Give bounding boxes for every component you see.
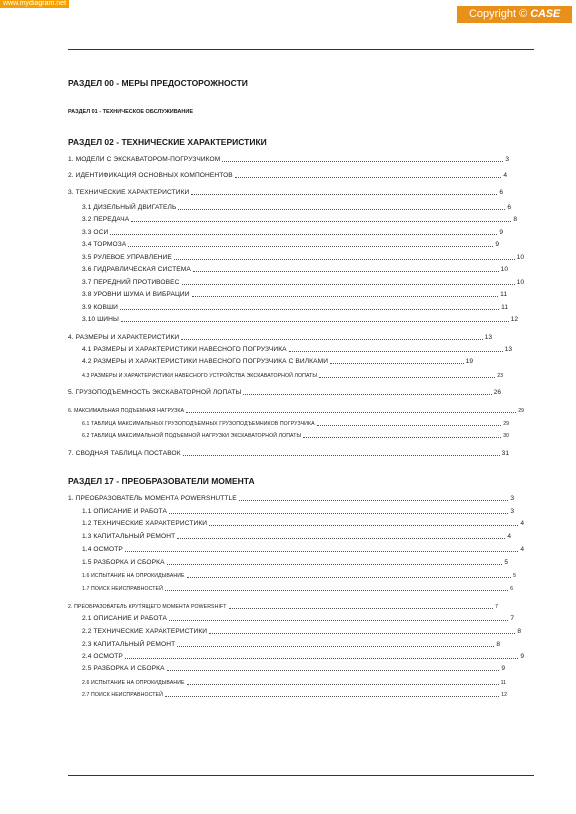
- toc-entry[interactable]: 6. МАКСИМАЛЬНАЯ ПОДЪЕМНАЯ НАГРУЗКА 29: [68, 408, 524, 414]
- toc-entry[interactable]: 3.7 ПЕРЕДНИЙ ПРОТИВОВЕС 10: [82, 279, 524, 286]
- toc-entry[interactable]: 4.3 РАЗМЕРЫ И ХАРАКТЕРИСТИКИ НАВЕСНОГО УСТРОЙСТВА ЭКСКАВАТОРНОЙ ЛОПАТЫ 23: [82, 373, 503, 379]
- footer-rule: [68, 775, 534, 776]
- case-logo: CASE: [530, 8, 561, 20]
- toc-entry[interactable]: 3.4 ТОРМОЗА 9: [82, 241, 499, 248]
- watermark-text: www.mydiagram.net: [0, 0, 69, 8]
- toc-entry[interactable]: 3.1 ДИЗЕЛЬНЫЙ ДВИГАТЕЛЬ 6: [82, 204, 511, 211]
- toc-entry[interactable]: 3.3 ОСИ 9: [82, 229, 503, 236]
- toc-entry[interactable]: 4.1 РАЗМЕРЫ И ХАРАКТЕРИСТИКИ НАВЕСНОГО ПОГРУЗЧИКА 13: [82, 346, 512, 353]
- toc-entry[interactable]: 7. СВОДНАЯ ТАБЛИЦА ПОСТАВОК 31: [68, 450, 509, 457]
- toc-entry[interactable]: 3.5 РУЛЕВОЕ УПРАВЛЕНИЕ 10: [82, 254, 524, 261]
- toc-entry[interactable]: 1.1 ОПИСАНИЕ И РАБОТА 3: [82, 508, 514, 515]
- copyright-text: Copyright ©: [468, 8, 528, 20]
- toc-entry[interactable]: 4. РАЗМЕРЫ И ХАРАКТЕРИСТИКИ 13: [68, 334, 492, 341]
- toc-entry[interactable]: 6.2 ТАБЛИЦА МАКСИМАЛЬНОЙ ПОДЪЕМНОЙ НАГРУЗКИ ЭКСКАВАТОРНОЙ ЛОПАТЫ 30: [82, 433, 509, 439]
- toc-entry[interactable]: 4.2 РАЗМЕРЫ И ХАРАКТЕРИСТИКИ НАВЕСНОГО ПОГРУЗЧИКА С ВИЛКАМИ 19: [82, 358, 473, 365]
- section-00-title: РАЗДЕЛ 00 - МЕРЫ ПРЕДОСТОРОЖНОСТИ: [68, 78, 248, 88]
- toc-entry[interactable]: 1.2 ТЕХНИЧЕСКИЕ ХАРАКТЕРИСТИКИ 4: [82, 520, 524, 527]
- toc-entry[interactable]: 3.2 ПЕРЕДАЧА 8: [82, 216, 517, 223]
- header-rule: [68, 49, 534, 50]
- section-01-title: РАЗДЕЛ 01 - ТЕХНИЧЕСКОЕ ОБСЛУЖИВАНИЕ: [68, 109, 194, 115]
- toc-entry[interactable]: 6.1 ТАБЛИЦА МАКСИМАЛЬНЫХ ГРУЗОПОДЪЕМНЫХ ГРУЗОПОДЪЕМНИКОВ ПОГРУЗЧИКА 29: [82, 421, 509, 427]
- toc-entry[interactable]: 3.6 ГИДРАВЛИЧЕСКАЯ СИСТЕМА 10: [82, 266, 508, 273]
- toc-entry[interactable]: 2.4 ОСМОТР 9: [82, 653, 524, 660]
- section-17-title: РАЗДЕЛ 17 - ПРЕОБРАЗОВАТЕЛИ МОМЕНТА: [68, 476, 255, 486]
- toc-entry[interactable]: 2.3 КАПИТАЛЬНЫЙ РЕМОНТ 8: [82, 641, 500, 648]
- toc-entry[interactable]: 2.2 ТЕХНИЧЕСКИЕ ХАРАКТЕРИСТИКИ 8: [82, 628, 521, 635]
- toc-entry[interactable]: 1.6 ИСПЫТАНИЕ НА ОПРОКИДЫВАНИЕ 5: [82, 573, 516, 579]
- section-02-title: РАЗДЕЛ 02 - ТЕХНИЧЕСКИЕ ХАРАКТЕРИСТИКИ: [68, 137, 267, 147]
- toc-entry[interactable]: 1.3 КАПИТАЛЬНЫЙ РЕМОНТ 4: [82, 533, 511, 540]
- toc-entry[interactable]: 5. ГРУЗОПОДЪЕМНОСТЬ ЭКСКАВАТОРНОЙ ЛОПАТЫ 26: [68, 389, 501, 396]
- toc-entry[interactable]: 3. ТЕХНИЧЕСКИЕ ХАРАКТЕРИСТИКИ 6: [68, 189, 503, 196]
- toc-entry[interactable]: 1.7 ПОИСК НЕИСПРАВНОСТЕЙ 6: [82, 586, 513, 592]
- toc-entry[interactable]: 1.5 РАЗБОРКА И СБОРКА 5: [82, 559, 508, 566]
- toc-entry[interactable]: 3.8 УРОВНИ ШУМА И ВИБРАЦИИ 11: [82, 291, 507, 298]
- toc-entry[interactable]: 3.9 КОВШИ 11: [82, 304, 508, 311]
- toc-entry[interactable]: 2. ПРЕОБРАЗОВАТЕЛЬ КРУТЯЩЕГО МОМЕНТА POWERSHIFT 7: [68, 604, 498, 610]
- copyright-badge: [457, 6, 572, 23]
- toc-entry[interactable]: 1. ПРЕОБРАЗОВАТЕЛЬ МОМЕНТА POWERSHUTTLE 3: [68, 495, 514, 502]
- toc-entry[interactable]: 3.10 ШИНЫ 12: [82, 316, 518, 323]
- toc-entry[interactable]: 2.7 ПОИСК НЕИСПРАВНОСТЕЙ 12: [82, 692, 507, 698]
- toc-entry[interactable]: 1.4 ОСМОТР 4: [82, 546, 524, 553]
- toc-entry[interactable]: 2.1 ОПИСАНИЕ И РАБОТА 7: [82, 615, 514, 622]
- toc-entry[interactable]: 2.5 РАЗБОРКА И СБОРКА 9: [82, 665, 505, 672]
- toc-entry[interactable]: 1. МОДЕЛИ С ЭКСКАВАТОРОМ-ПОГРУЗЧИКОМ 3: [68, 156, 509, 163]
- toc-entry[interactable]: 2. ИДЕНТИФИКАЦИЯ ОСНОВНЫХ КОМПОНЕНТОВ 4: [68, 172, 507, 179]
- toc-entry[interactable]: 2.6 ИСПЫТАНИЕ НА ОПРОКИДЫВАНИЕ 11: [82, 680, 506, 686]
